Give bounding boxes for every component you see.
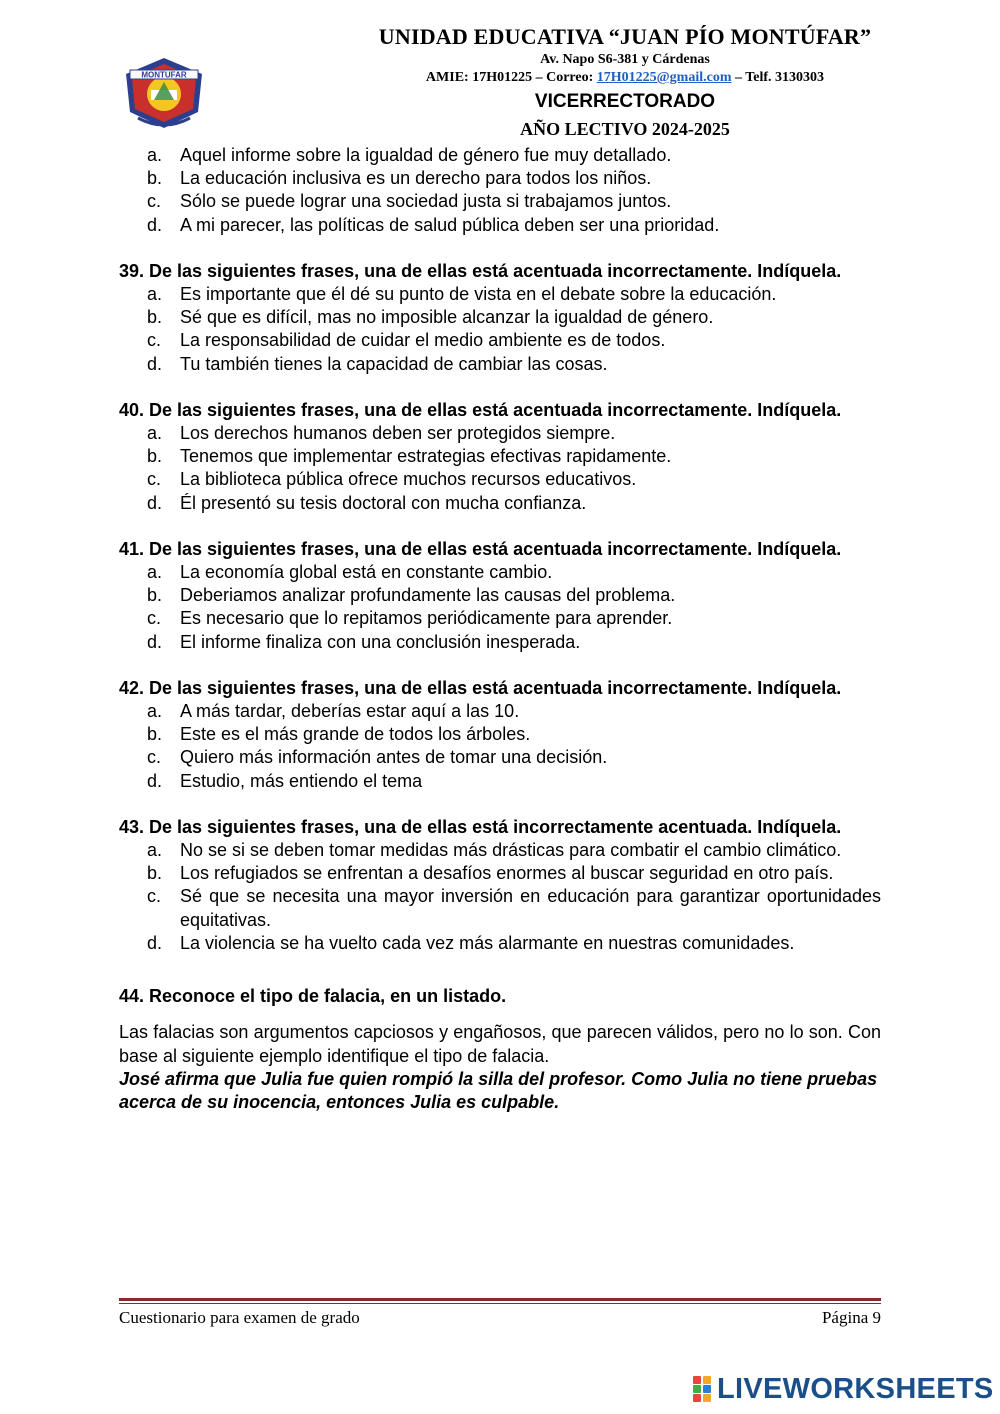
department-title: VICERRECTORADO — [534, 91, 716, 112]
option-c[interactable] — [119, 468, 881, 491]
contact-prefix: AMIE: 17H01225 – Correo: — [425, 70, 597, 85]
option-a[interactable] — [119, 144, 881, 167]
question-text: De las siguientes frases, una de ellas está incorrectamente acentuada. Indíquela. — [149, 816, 842, 837]
brand-square — [703, 1376, 711, 1384]
option-text: Tenemos que implementar estrategias efectivas rapidamente. — [180, 446, 672, 467]
brand-square — [693, 1385, 701, 1393]
option-letter: c. — [147, 886, 162, 907]
liveworksheets-brand[interactable] — [693, 1374, 994, 1404]
option-text: Él presentó su tesis doctoral con mucha confianza. — [180, 492, 587, 513]
option-letter: b. — [147, 168, 163, 189]
option-text: Sólo se puede lograr una sociedad justa si trabajamos juntos. — [180, 191, 672, 212]
brand-name: LIVEWORKSHEETS — [717, 1372, 994, 1405]
option-c[interactable] — [119, 885, 881, 931]
option-letter: d. — [147, 631, 163, 652]
school-address: Av. Napo S6-381 y Cárdenas — [540, 52, 710, 67]
option-letter: c. — [147, 747, 162, 768]
option-letter: c. — [147, 191, 162, 212]
option-letter: c. — [147, 330, 162, 351]
page-number: Página 9 — [821, 1308, 881, 1327]
question-number: 42. — [119, 677, 145, 698]
contact-suffix: – Telf. 3130303 — [731, 70, 825, 85]
question-text: De las siguientes frases, una de ellas está acentuada incorrectamente. Indíquela. — [149, 538, 842, 559]
option-list — [119, 700, 881, 793]
fallacy-example: José afirma que Julia fue quien rompió la silla del profesor. Como Julia no tiene pruebas acerca de su inocencia, entonces Julia es culpable. — [119, 1068, 878, 1112]
question-number: 43. — [119, 816, 145, 837]
exam-content — [119, 144, 881, 1114]
option-c[interactable] — [119, 190, 881, 213]
option-letter: b. — [147, 446, 163, 467]
option-text: Aquel informe sobre la igualdad de género fue muy detallado. — [180, 145, 672, 165]
option-c[interactable] — [119, 607, 881, 630]
question-44 — [119, 985, 881, 1008]
option-letter: a. — [147, 145, 163, 165]
option-text: Los refugiados se enfrentan a desafíos enormes al buscar seguridad en otro país. — [180, 863, 834, 884]
option-text: La responsabilidad de cuidar el medio ambiente es de todos. — [180, 330, 666, 351]
option-a[interactable] — [119, 283, 881, 306]
option-letter: c. — [147, 469, 162, 490]
question-number: 39. — [119, 260, 145, 281]
question-text: Reconoce el tipo de falacia, en un listado. — [149, 986, 507, 1007]
option-text: Estudio, más entiendo el tema — [180, 770, 423, 791]
brand-square — [703, 1394, 711, 1402]
brand-square — [693, 1394, 701, 1402]
option-d[interactable] — [119, 492, 881, 515]
option-list — [119, 283, 881, 376]
option-b[interactable] — [119, 584, 881, 607]
option-b[interactable] — [119, 445, 881, 468]
liveworksheets-logo-icon — [693, 1376, 713, 1402]
option-text: Los derechos humanos deben ser protegidos siempre. — [180, 423, 616, 444]
option-d[interactable] — [119, 353, 881, 376]
option-list — [119, 422, 881, 515]
option-a[interactable] — [119, 422, 881, 445]
option-text: No se si se deben tomar medidas más drásticas para combatir el cambio climático. — [180, 840, 842, 861]
option-letter: b. — [147, 724, 163, 745]
option-letter: b. — [147, 307, 163, 328]
option-letter: b. — [147, 863, 163, 884]
option-text: La violencia se ha vuelto cada vez más alarmante en nuestras comunidades. — [180, 932, 795, 953]
option-letter: c. — [147, 608, 162, 629]
question-39 — [119, 260, 881, 283]
option-text: La biblioteca pública ofrece muchos recursos educativos. — [180, 469, 637, 490]
question-text: De las siguientes frases, una de ellas está acentuada incorrectamente. Indíquela. — [149, 399, 842, 420]
option-letter: d. — [147, 353, 163, 374]
option-text: Sé que se necesita una mayor inversión en educación para garantizar oportunidades equitativas. — [180, 886, 881, 930]
footer-title: Cuestionario para examen de grado — [119, 1308, 360, 1327]
question-number: 40. — [119, 399, 145, 420]
brand-square — [693, 1376, 701, 1384]
footer-divider-thin — [119, 1303, 881, 1304]
option-c[interactable] — [119, 746, 881, 769]
option-text: Tu también tienes la capacidad de cambiar las cosas. — [180, 353, 608, 374]
option-list — [119, 561, 881, 654]
option-d[interactable] — [119, 214, 881, 237]
option-letter: d. — [147, 770, 163, 791]
option-text: Deberiamos analizar profundamente las causas del problema. — [180, 585, 676, 606]
option-text: Es necesario que lo repitamos periódicamente para aprender. — [180, 608, 673, 629]
school-year: AÑO LECTIVO 2024-2025 — [520, 119, 730, 139]
option-b[interactable] — [119, 862, 881, 885]
option-list — [119, 839, 881, 955]
option-text: Este es el más grande de todos los árboles. — [180, 724, 531, 745]
option-text: La educación inclusiva es un derecho para todos los niños. — [180, 168, 652, 189]
option-d[interactable] — [119, 932, 881, 955]
question-text: De las siguientes frases, una de ellas está acentuada incorrectamente. Indíquela. — [149, 677, 842, 698]
intro-options — [119, 144, 881, 237]
option-letter: d. — [147, 214, 163, 235]
option-letter: a. — [147, 423, 163, 444]
question-text: De las siguientes frases, una de ellas está acentuada incorrectamente. Indíquela. — [149, 260, 842, 281]
question-40 — [119, 399, 881, 422]
email-link[interactable]: 17H01225@gmail.com — [596, 70, 732, 85]
option-b[interactable] — [119, 306, 881, 329]
option-letter: a. — [147, 562, 163, 583]
option-letter: d. — [147, 492, 163, 513]
option-letter: a. — [147, 284, 163, 305]
option-a[interactable] — [119, 700, 881, 723]
option-a[interactable] — [119, 839, 881, 862]
logo-text: MONTUFAR — [141, 70, 187, 80]
option-b[interactable] — [119, 167, 881, 190]
question-number: 41. — [119, 538, 145, 559]
school-contact — [330, 70, 920, 86]
option-d[interactable] — [119, 770, 881, 793]
option-text: La economía global está en constante cambio. — [180, 562, 553, 583]
option-text: Es importante que él dé su punto de vista en el debate sobre la educación. — [180, 284, 777, 305]
question-43 — [119, 816, 881, 839]
option-text: A más tardar, deberías estar aquí a las 10. — [180, 701, 520, 722]
question-list — [119, 260, 881, 955]
option-text: A mi parecer, las políticas de salud pública deben ser una prioridad. — [180, 214, 720, 235]
option-letter: b. — [147, 585, 163, 606]
option-letter: a. — [147, 840, 163, 861]
option-text: El informe finaliza con una conclusión inesperada. — [180, 631, 581, 652]
question-41 — [119, 538, 881, 561]
brand-square — [703, 1385, 711, 1393]
option-letter: d. — [147, 932, 163, 953]
option-b[interactable] — [119, 723, 881, 746]
fallacy-paragraph: Las falacias son argumentos capciosos y engañosos, que parecen válidos, pero no lo son. Con base al siguiente ejemplo identifique el tipo de falacia. — [119, 1022, 881, 1066]
option-a[interactable] — [119, 561, 881, 584]
school-logo — [118, 52, 210, 132]
option-letter: a. — [147, 701, 163, 722]
option-text: Quiero más información antes de tomar una decisión. — [180, 747, 608, 768]
option-c[interactable] — [119, 329, 881, 352]
option-d[interactable] — [119, 631, 881, 654]
question-42 — [119, 677, 881, 700]
footer-divider — [119, 1298, 881, 1301]
question-number: 44. — [119, 986, 145, 1007]
option-text: Sé que es difícil, mas no imposible alcanzar la igualdad de género. — [180, 307, 714, 328]
school-name: UNIDAD EDUCATIVA “JUAN PÍO MONTÚFAR” — [378, 24, 872, 49]
